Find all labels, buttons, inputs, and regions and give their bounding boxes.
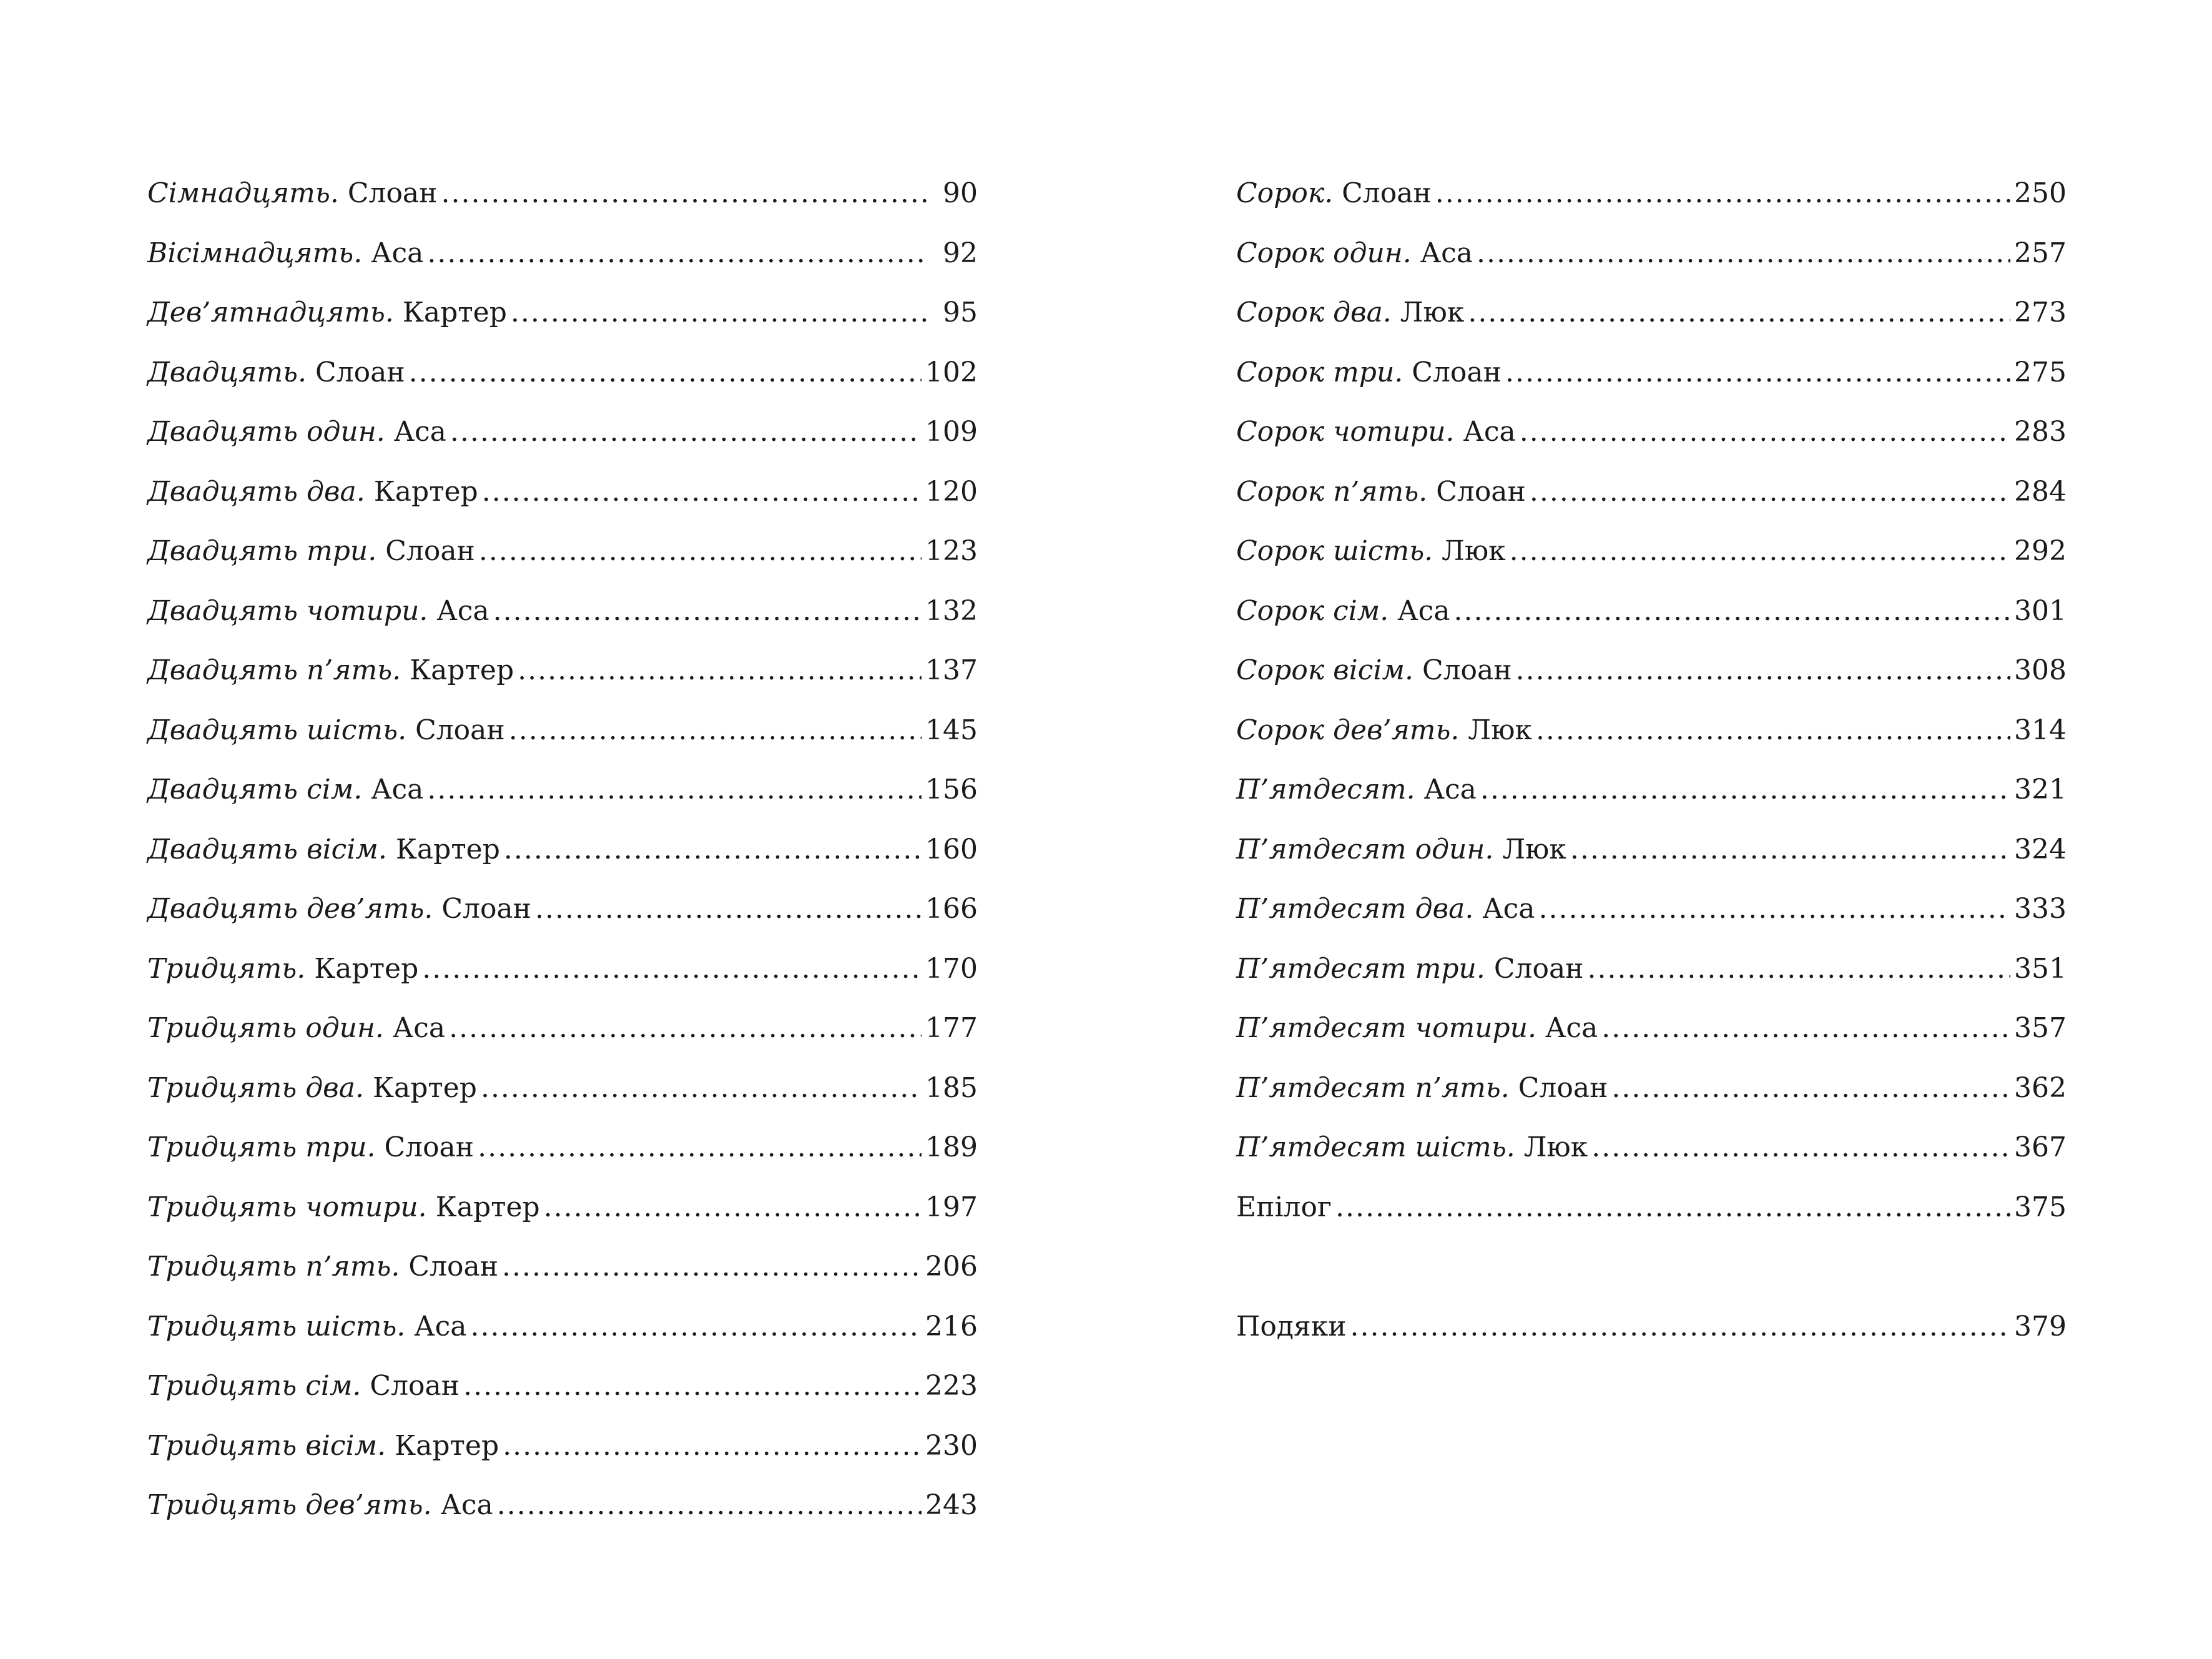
chapter-number: Двадцять чотири. [147, 594, 428, 627]
dot-leader [1435, 169, 2010, 219]
chapter-number: Двадцять. [147, 356, 307, 388]
chapter-narrator: Слоан [1342, 177, 1432, 209]
toc-entry [1236, 1063, 2067, 1113]
toc-entry [1236, 765, 2067, 815]
chapter-narrator: Слоан [1412, 356, 1502, 388]
toc-entry [147, 467, 978, 517]
dot-leader [1530, 467, 2010, 517]
page-number: 362 [2014, 1071, 2067, 1104]
dot-leader [471, 1302, 922, 1352]
chapter-number: П’ятдесят. [1236, 774, 1415, 805]
dot-leader [441, 169, 930, 219]
chapter-number: Тридцять три. [147, 1131, 376, 1163]
chapter-number: П’ятдесят два. [1236, 893, 1474, 925]
page-number: 284 [2014, 475, 2067, 508]
chapter-narrator: Люк [1502, 833, 1566, 865]
chapter-narrator: Люк [1523, 1131, 1588, 1163]
chapter-narrator: Аса [392, 1012, 446, 1044]
toc-entry [1236, 1123, 2067, 1173]
dot-leader [449, 1003, 922, 1053]
toc-entry [147, 884, 978, 934]
page-number: 333 [2014, 893, 2067, 925]
toc-entry [1236, 288, 2067, 338]
dot-leader [511, 288, 929, 338]
chapter-number: Вісімнадцять. [147, 237, 363, 269]
chapter-number: Сорок вісім. [1236, 654, 1413, 686]
chapter-number: Сорок. [1236, 177, 1334, 209]
dot-leader [497, 1480, 922, 1530]
toc-entry-epilogue [1236, 1183, 2067, 1233]
toc-entry [1236, 526, 2067, 576]
chapter-number: Тридцять. [147, 952, 306, 985]
dot-leader [1591, 1123, 2010, 1173]
chapter-narrator: Аса [371, 237, 424, 269]
chapter-narrator: Аса [1397, 594, 1450, 627]
chapter-narrator: Слоан [415, 714, 505, 746]
page-number: 367 [2014, 1131, 2067, 1163]
toc-entry [147, 646, 978, 696]
toc-entry [1236, 407, 2067, 457]
chapter-number: П’ятдесят шість. [1236, 1131, 1515, 1163]
page-number: 132 [925, 594, 978, 627]
page-number: 250 [2014, 177, 2067, 209]
chapter-narrator: Картер [435, 1191, 540, 1223]
dot-leader [509, 706, 922, 756]
dot-leader [535, 884, 922, 934]
page-number: 160 [925, 833, 978, 865]
dot-leader [427, 765, 922, 815]
dot-leader [1505, 348, 2010, 398]
chapter-number: П’ятдесят три. [1236, 952, 1485, 985]
chapter-number: П’ятдесят один. [1236, 833, 1494, 865]
dot-leader [503, 1421, 922, 1471]
chapter-number: Дев’ятнадцять. [147, 297, 394, 328]
dot-leader [1480, 765, 2010, 815]
toc-entry [147, 169, 978, 219]
dot-leader [479, 526, 922, 576]
toc-entry [147, 586, 978, 636]
page-number: 324 [2014, 833, 2067, 865]
toc-entry [147, 407, 978, 457]
chapter-narrator: Аса [1423, 774, 1477, 805]
toc-entry [1236, 706, 2067, 756]
chapter-number: Двадцять шість. [147, 714, 407, 746]
page-number: 273 [2014, 297, 2067, 328]
page-number: 314 [2014, 714, 2067, 746]
page-number: 223 [925, 1370, 978, 1402]
dot-leader [504, 825, 922, 875]
page-number: 145 [925, 714, 978, 746]
chapter-narrator: Аса [371, 774, 424, 805]
toc-entry [1236, 944, 2067, 994]
chapter-number: Сорок шість. [1236, 535, 1433, 567]
page-number: 120 [925, 475, 978, 508]
toc-entry [147, 944, 978, 994]
chapter-narrator: Слоан [347, 177, 438, 209]
dot-leader [1477, 229, 2010, 278]
toc-entry [147, 1063, 978, 1113]
chapter-number: Сімнадцять. [147, 177, 339, 209]
toc-entry [147, 1302, 978, 1352]
toc-entry [1236, 229, 2067, 278]
chapter-narrator: Слоан [1493, 952, 1584, 985]
page-number: 216 [925, 1310, 978, 1342]
chapter-narrator: Аса [414, 1310, 467, 1342]
dot-leader [422, 944, 922, 994]
chapter-number: Тридцять вісім. [147, 1429, 386, 1462]
chapter-narrator: Слоан [1436, 475, 1526, 508]
dot-leader [1510, 526, 2010, 576]
chapter-number: Тридцять чотири. [147, 1191, 427, 1223]
dot-leader [478, 1123, 922, 1173]
dot-leader [450, 407, 922, 457]
chapter-narrator: Слоан [384, 1131, 474, 1163]
dot-leader [482, 467, 922, 517]
dot-leader [481, 1063, 922, 1113]
page-number: 170 [925, 952, 978, 985]
chapter-number: Сорок два. [1236, 297, 1392, 328]
chapter-number: Сорок один. [1236, 237, 1412, 269]
dot-leader [1536, 706, 2010, 756]
page-number: 92 [943, 237, 978, 269]
chapter-narrator: Слоан [370, 1370, 460, 1402]
toc-entry [147, 1183, 978, 1233]
chapter-number: Двадцять вісім. [147, 833, 387, 865]
toc-entry [1236, 884, 2067, 934]
dot-leader [1335, 1183, 2010, 1233]
chapter-number: Двадцять сім. [147, 774, 363, 805]
toc-entry [147, 1003, 978, 1053]
chapter-number: Сорок три. [1236, 356, 1403, 388]
dot-leader [1350, 1302, 2010, 1352]
toc-entry [147, 1361, 978, 1411]
toc-entry [147, 229, 978, 278]
chapter-narrator: Картер [373, 475, 478, 508]
toc-entry [147, 1242, 978, 1292]
page-number: 95 [943, 297, 978, 328]
chapter-number: П’ятдесят п’ять. [1236, 1071, 1510, 1104]
dot-leader [1601, 1003, 2010, 1053]
page-number: 257 [2014, 237, 2067, 269]
toc-entry [147, 706, 978, 756]
chapter-narrator: Аса [393, 416, 446, 448]
chapter-narrator: Аса [440, 1489, 493, 1521]
page-number: 351 [2014, 952, 2067, 985]
chapter-number: Сорок сім. [1236, 594, 1389, 627]
chapter-narrator: Аса [436, 594, 489, 627]
chapter-number: Тридцять п’ять. [147, 1251, 400, 1282]
toc-entry [147, 1421, 978, 1471]
page-number: 166 [925, 893, 978, 925]
chapter-narrator: Аса [1463, 416, 1516, 448]
chapter-narrator: Слоан [1518, 1071, 1608, 1104]
toc-entry [147, 348, 978, 398]
chapter-number: Тридцять дев’ять. [147, 1489, 432, 1521]
chapter-number: Тридцять сім. [147, 1370, 361, 1402]
chapter-narrator: Слоан [385, 535, 475, 567]
page-number: 206 [925, 1251, 978, 1282]
chapter-narrator: Аса [1420, 237, 1473, 269]
dot-leader [1570, 825, 2010, 875]
toc-entry [147, 1480, 978, 1530]
chapter-narrator: Аса [1545, 1012, 1598, 1044]
page-number: 321 [2014, 774, 2067, 805]
chapter-number: Тридцять один. [147, 1012, 384, 1044]
dot-leader [409, 348, 922, 398]
page-number: 308 [2014, 654, 2067, 686]
page-number: 243 [925, 1489, 978, 1521]
chapter-narrator: Картер [314, 952, 419, 985]
page-number: 185 [925, 1071, 978, 1104]
page-number: 156 [925, 774, 978, 805]
chapter-number: Двадцять три. [147, 535, 377, 567]
dot-leader [1453, 586, 2010, 636]
toc-entry [147, 765, 978, 815]
dot-leader [1611, 1063, 2010, 1113]
chapter-number: Двадцять один. [147, 416, 385, 448]
page-number: 189 [925, 1131, 978, 1163]
chapter-narrator: Люк [1468, 714, 1532, 746]
toc-entry [1236, 586, 2067, 636]
dot-leader [502, 1242, 922, 1292]
chapter-narrator: Слоан [1422, 654, 1512, 686]
page-number: 123 [925, 535, 978, 567]
dot-leader [544, 1183, 922, 1233]
chapter-narrator: Картер [395, 1429, 499, 1462]
page-number: 197 [925, 1191, 978, 1223]
page-number: 109 [925, 416, 978, 448]
toc-entry-acknowledgements [1236, 1302, 2067, 1352]
page-number: 177 [925, 1012, 978, 1044]
toc-entry [147, 288, 978, 338]
toc-entry [147, 1123, 978, 1173]
chapter-narrator: Картер [410, 654, 514, 686]
toc-entry [1236, 348, 2067, 398]
dot-leader [463, 1361, 922, 1411]
page-number: 283 [2014, 416, 2067, 448]
chapter-number: Сорок чотири. [1236, 416, 1455, 448]
chapter-narrator: Слоан [441, 893, 531, 925]
section-label: Подяки [1236, 1310, 1347, 1342]
page-number: 301 [2014, 594, 2067, 627]
page-number: 275 [2014, 356, 2067, 388]
chapter-narrator: Люк [1442, 535, 1506, 567]
toc-entry [1236, 467, 2067, 517]
page-number: 90 [943, 177, 978, 209]
toc-entry [147, 825, 978, 875]
chapter-narrator: Картер [395, 833, 500, 865]
chapter-narrator: Картер [402, 297, 507, 328]
chapter-number: Сорок п’ять. [1236, 475, 1428, 508]
page-number: 379 [2014, 1310, 2067, 1342]
chapter-number: Двадцять дев’ять. [147, 893, 433, 925]
chapter-number: Тридцять два. [147, 1071, 364, 1104]
chapter-number: Тридцять шість. [147, 1310, 406, 1342]
chapter-narrator: Слоан [315, 356, 405, 388]
dot-leader [493, 586, 922, 636]
chapter-narrator: Люк [1400, 297, 1465, 328]
dot-leader [1539, 884, 2010, 934]
page-number: 375 [2014, 1191, 2067, 1223]
dot-leader [1588, 944, 2011, 994]
page-number: 102 [925, 356, 978, 388]
chapter-number: Сорок дев’ять. [1236, 714, 1460, 746]
toc-entry [1236, 825, 2067, 875]
chapter-narrator: Аса [1482, 893, 1535, 925]
page-number: 292 [2014, 535, 2067, 567]
toc-entry [1236, 169, 2067, 219]
page-number: 137 [925, 654, 978, 686]
dot-leader [1520, 407, 2010, 457]
chapter-number: Двадцять п’ять. [147, 654, 401, 686]
toc-entry [147, 526, 978, 576]
chapter-narrator: Слоан [408, 1251, 499, 1282]
toc-entry [1236, 1003, 2067, 1053]
dot-leader [1468, 288, 2010, 338]
chapter-narrator: Картер [372, 1071, 477, 1104]
dot-leader [1516, 646, 2010, 696]
page-number: 230 [925, 1429, 978, 1462]
toc-entry [1236, 646, 2067, 696]
dot-leader [427, 229, 929, 278]
chapter-number: Двадцять два. [147, 475, 365, 508]
chapter-number: П’ятдесят чотири. [1236, 1012, 1537, 1044]
dot-leader [518, 646, 922, 696]
page-number: 357 [2014, 1012, 2067, 1044]
section-label: Епілог [1236, 1191, 1332, 1223]
